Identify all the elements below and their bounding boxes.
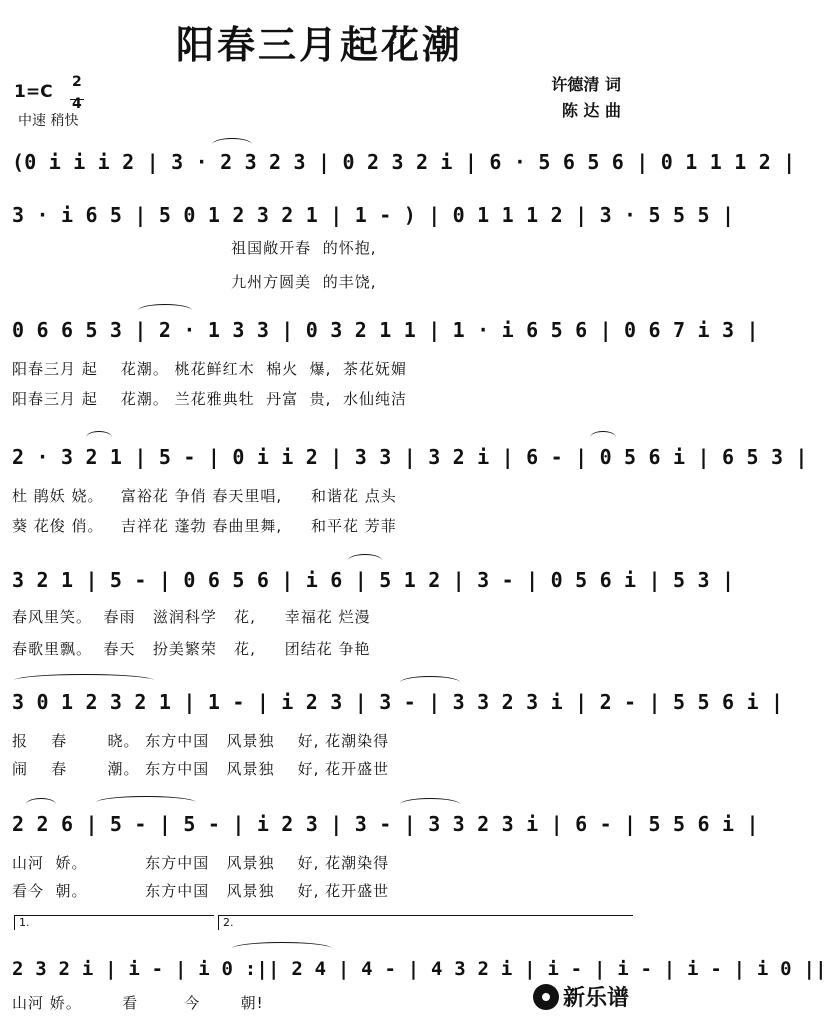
notation-line: (0 i i i 2 | 3 · 2 3 2 3 | 0 2 3 2 i | 6 · 5 6 5 6 | 0 1 1 1 2 | (12, 150, 796, 174)
score-row-1 (0, 150, 796, 210)
slur-mark (590, 431, 616, 444)
lyrics-verse-2: 阳春三月 起 花潮。 兰花雅典牡 丹富 贵, 水仙纯洁 (12, 390, 407, 408)
song-title: 阳春三月起花潮 (175, 23, 463, 67)
slur-mark (14, 674, 154, 687)
lyrics-verse-2: 葵 花俊 俏。 吉祥花 蓬勃 春曲里舞, 和平花 芳菲 (12, 517, 397, 535)
lyrics-verse-1: 春风里笑。 春雨 滋润科学 花, 幸福花 烂漫 (12, 608, 371, 626)
lyrics-verse-2: 九州方圆美 的丰饶, (12, 273, 377, 291)
lyrics-verse-2: 闹 春 潮。 东方中国 风景独 好, 花开盛世 (12, 760, 390, 778)
key-signature: 1=C (14, 82, 53, 102)
lyrics-verse-2: 看今 朝。 东方中国 风景独 好, 花开盛世 (12, 882, 390, 900)
slur-mark (138, 304, 192, 317)
time-signature-denominator: 4 (72, 96, 82, 112)
notation-line: 2 2 6 | 5 - | 5 - | i 2 3 | 3 - | 3 3 2 3 i | 6 - | 5 5 6 i | (12, 812, 759, 836)
notation-line: 3 · i 6 5 | 5 0 1 2 3 2 1 | 1 - ) | 0 1 1 1 2 | 3 · 5 5 5 | (12, 203, 735, 227)
lyrics-verse-1: 杜 鹃妖 娆。 富裕花 争俏 春天里唱, 和谐花 点头 (12, 487, 397, 505)
score-row-4 (0, 445, 808, 535)
notation-line: 3 0 1 2 3 2 1 | 1 - | i 2 3 | 3 - | 3 3 2 3 i | 2 - | 5 5 6 i | (12, 690, 784, 714)
lyrics-verse-1: 阳春三月 起 花潮。 桃花鲜红木 棉火 爆, 茶花妩媚 (12, 360, 407, 378)
score-row-2 (0, 203, 735, 291)
site-logo (533, 981, 629, 1012)
first-ending-bracket: 1. (14, 915, 214, 930)
notation-line: 2 · 3 2 1 | 5 - | 0 i i 2 | 3 3 | 3 2 i | 6 - | 0 5 6 i | 6 5 3 | (12, 445, 808, 469)
slur-mark (26, 798, 56, 811)
lyrics-verse-1: 祖国敞开春 的怀抱, (12, 239, 377, 257)
triplet-slur (400, 798, 460, 811)
record-disc-icon (533, 984, 559, 1010)
slur-mark (86, 431, 112, 444)
lyrics-verse-1: 山河 娇。 东方中国 风景独 好, 花潮染得 (12, 854, 390, 872)
score-row-7 (0, 812, 759, 900)
notation-line: 0 6 6 5 3 | 2 · 1 3 3 | 0 3 2 1 1 | 1 · i 6 5 6 | 0 6 7 i 3 | (12, 318, 759, 342)
notation-line: 3 2 1 | 5 - | 0 6 5 6 | i 6 | 5 1 2 | 3 - | 0 5 6 i | 5 3 | (12, 568, 735, 592)
lyrics-verse-1: 报 春 晓。 东方中国 风景独 好, 花潮染得 (12, 732, 390, 750)
time-signature-numerator: 2 (72, 74, 82, 90)
tie-mark (232, 942, 332, 955)
composer-credit: 陈 达 曲 (561, 101, 621, 120)
score-row-6 (0, 690, 784, 778)
second-ending-bracket: 2. (218, 915, 633, 930)
tie-mark (96, 796, 196, 809)
lyrics-verse-1: 山河 娇。 看 今 朝! (12, 994, 264, 1012)
triplet-slur (400, 676, 460, 689)
slur-mark (348, 554, 382, 567)
slur-mark (212, 138, 252, 151)
score-row-5 (0, 568, 735, 658)
notation-line: 2 3 2 i | i - | i 0 :|| 2 4 | 4 - | 4 3 2 i | i - | i - | i - | i 0 || (12, 958, 827, 980)
lyricist-credit: 许德清 词 (551, 75, 621, 94)
tempo-marking: 中速 稍快 (18, 113, 79, 129)
logo-text: 新乐谱 (562, 986, 629, 1011)
lyrics-verse-2: 春歌里飘。 春天 扮美繁荣 花, 团结花 争艳 (12, 640, 371, 658)
score-row-3 (0, 318, 759, 408)
